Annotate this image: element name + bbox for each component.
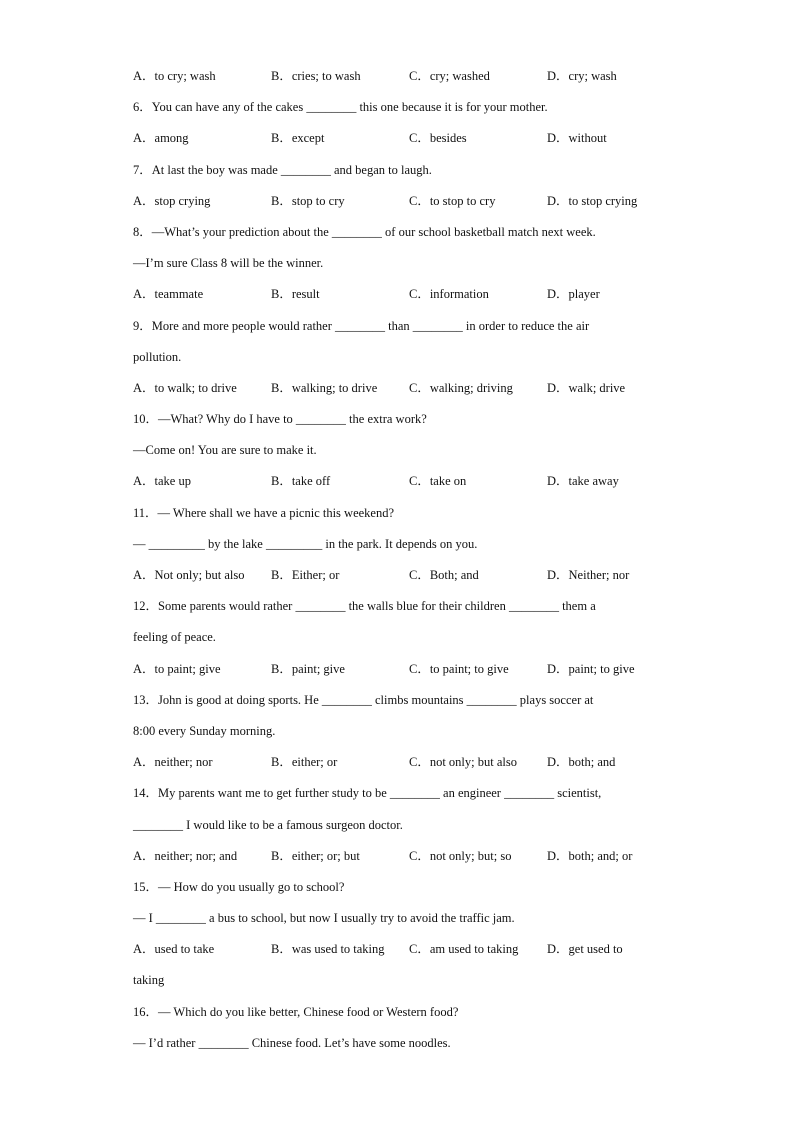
option-b: B．either; or [271, 755, 338, 770]
option-c: C．walking; driving [409, 380, 513, 395]
question-stem-continued: —Come on! You are sure to make it. [133, 443, 317, 458]
option-c: C．Both; and [409, 568, 479, 582]
answer-options [133, 565, 673, 596]
option-b: B．was used to taking [271, 942, 385, 957]
option-a: A．used to take [133, 942, 215, 957]
question-block [133, 1002, 673, 1064]
question-block [133, 316, 673, 410]
option-b: B．paint; give [271, 661, 345, 676]
answer-options [133, 939, 673, 970]
option-c: C．cry; washed [409, 69, 490, 83]
answer-options [133, 752, 673, 783]
option-c: C．besides [409, 131, 467, 146]
question-block [133, 596, 673, 690]
question-stem: 13．John is good at doing sports. He ________ climbs mountains ________ plays soccer at [133, 692, 594, 707]
option-c: C．to paint; to give [409, 661, 509, 676]
question-stem-continued: ________ I would like to be a famous surgeon doctor. [133, 817, 403, 832]
option-c: C．take on [409, 474, 467, 489]
answer-options [133, 846, 673, 877]
question-block [133, 66, 673, 97]
option-d: D．without [547, 131, 607, 146]
option-d: D．player [547, 287, 600, 302]
option-a: A．neither; nor; and [133, 848, 238, 863]
option-d: D．walk; drive [547, 380, 626, 395]
answer-options [133, 284, 673, 315]
option-d: D．cry; wash [547, 69, 617, 83]
question-block [133, 690, 673, 784]
option-a: A．stop crying [133, 193, 211, 208]
option-b: B．Either; or [271, 568, 340, 582]
option-b: B．stop to cry [271, 193, 345, 208]
option-d: D．paint; to give [547, 661, 635, 676]
question-stem: 14．My parents want me to get further study to be ________ an engineer ________ scientist, [133, 786, 602, 801]
question-stem: 9．More and more people would rather ________ than ________ in order to reduce the air [133, 318, 590, 333]
answer-options [133, 471, 673, 502]
option-d: D．to stop crying [547, 193, 638, 208]
option-a: A．neither; nor [133, 755, 213, 770]
question-stem-continued: 8:00 every Sunday morning. [133, 723, 276, 738]
option-a: A．to walk; to drive [133, 380, 237, 395]
option-b: B．take off [271, 474, 331, 489]
question-stem-continued: — _________ by the lake _________ in the park. It depends on you. [133, 536, 478, 551]
question-stem-continued: — I ________ a bus to school, but now I usually try to avoid the traffic jam. [133, 911, 515, 926]
option-a: A．to paint; give [133, 661, 221, 676]
question-stem: 15．— How do you usually go to school? [133, 879, 345, 894]
question-block [133, 409, 673, 503]
question-stem: 16．— Which do you like better, Chinese food or Western food? [133, 1004, 459, 1019]
option-a: A．to cry; wash [133, 69, 216, 83]
option-a: A．among [133, 131, 189, 146]
option-c: C．am used to taking [409, 942, 519, 957]
question-stem-continued: —I’m sure Class 8 will be the winner. [133, 256, 324, 271]
option-b: B．either; or; but [271, 848, 360, 863]
question-block [133, 222, 673, 316]
answer-options [133, 128, 673, 159]
question-stem: 12．Some parents would rather ________ the walls blue for their children ________ them a [133, 599, 596, 614]
question-list [133, 66, 673, 1064]
question-stem: 7．At last the boy was made ________ and began to laugh. [133, 162, 432, 177]
question-stem: 6．You can have any of the cakes ________ this one because it is for your mother. [133, 100, 548, 115]
question-block [133, 877, 673, 1002]
option-d-continued: taking [133, 973, 165, 988]
option-c: C．not only; but; so [409, 848, 512, 863]
option-b: B．except [271, 131, 325, 146]
question-stem-continued: pollution. [133, 349, 182, 364]
answer-options [133, 66, 673, 97]
question-stem: 10．—What? Why do I have to ________ the extra work? [133, 412, 427, 427]
question-block [133, 160, 673, 222]
option-d: D．both; and [547, 755, 616, 770]
option-d: D．both; and; or [547, 848, 633, 863]
question-stem-continued: feeling of peace. [133, 630, 216, 645]
question-block [133, 97, 673, 159]
answer-options [133, 378, 673, 409]
option-d: D．take away [547, 474, 619, 489]
option-a: A．take up [133, 474, 191, 489]
option-b: B．cries; to wash [271, 69, 361, 83]
question-block [133, 503, 673, 597]
option-d: D．Neither; nor [547, 568, 630, 582]
option-b: B．result [271, 287, 320, 302]
option-c: C．to stop to cry [409, 193, 496, 208]
question-stem-continued: — I’d rather ________ Chinese food. Let’s have some noodles. [133, 1035, 451, 1050]
option-d: D．get used to [547, 942, 623, 957]
option-c: C．not only; but also [409, 755, 517, 770]
question-stem: 8．—What’s your prediction about the ________ of our school basketball match next week. [133, 224, 596, 239]
question-block [133, 783, 673, 877]
option-a: A．teammate [133, 287, 204, 302]
option-b: B．walking; to drive [271, 380, 378, 395]
answer-options [133, 191, 673, 222]
option-a: A．Not only; but also [133, 568, 245, 582]
option-c: C．information [409, 287, 489, 302]
question-stem: 11．— Where shall we have a picnic this weekend? [133, 505, 395, 520]
answer-options [133, 659, 673, 690]
